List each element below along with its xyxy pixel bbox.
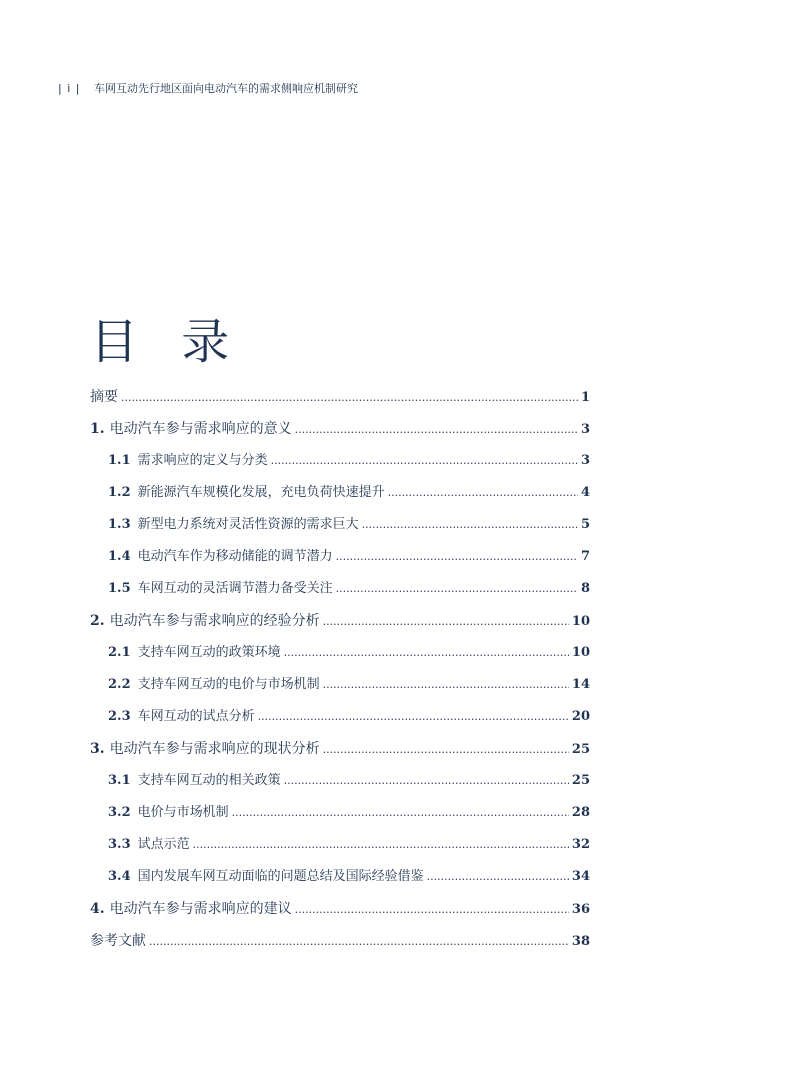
toc-leader-dots	[258, 701, 569, 733]
toc-entry[interactable]	[90, 669, 590, 701]
toc-entry[interactable]	[90, 733, 590, 765]
toc-entry-label: 支持车网互动的相关政策	[137, 773, 281, 788]
toc-entry[interactable]	[90, 477, 590, 509]
toc-entry-label: 电动汽车参与需求响应的意义	[109, 421, 292, 437]
toc-entry[interactable]	[90, 701, 590, 733]
toc-leader-dots	[336, 541, 578, 573]
toc-entry-page: 7	[580, 549, 590, 564]
toc-entry[interactable]	[90, 893, 590, 925]
toc-entry-page: 10	[571, 614, 590, 629]
toc-entry-label: 新型电力系统对灵活性资源的需求巨大	[137, 517, 359, 532]
toc-entry-page: 34	[571, 869, 590, 884]
toc-entry-number: 2.1	[108, 645, 131, 660]
toc-entry[interactable]	[90, 445, 590, 477]
toc-entry[interactable]	[90, 573, 590, 605]
toc-leader-dots	[362, 509, 578, 541]
toc-entry-label: 需求响应的定义与分类	[137, 453, 268, 468]
toc-entry-number: 3.2	[108, 805, 131, 820]
toc-leader-dots	[284, 765, 569, 797]
toc-entry-page: 3	[580, 453, 590, 468]
toc-entry-page: 14	[571, 677, 590, 692]
toc-entry-number: 3.3	[108, 837, 131, 852]
toc-entry-page: 36	[571, 902, 590, 917]
toc-entry[interactable]	[90, 541, 590, 573]
toc-entry[interactable]	[90, 765, 590, 797]
toc-entry-number: 3.1	[108, 773, 131, 788]
toc-entry-label: 电动汽车参与需求响应的经验分析	[109, 613, 320, 629]
toc-entry-label: 支持车网互动的政策环境	[137, 645, 281, 660]
toc-entry-page: 4	[580, 485, 590, 500]
toc-entry-label: 支持车网互动的电价与市场机制	[137, 677, 320, 692]
toc-leader-dots	[388, 477, 578, 509]
toc-entry-number: 1.5	[108, 581, 131, 596]
toc-entry[interactable]	[90, 509, 590, 541]
toc-entry-page: 8	[580, 581, 590, 596]
toc-entry-page: 5	[580, 517, 590, 532]
toc-entry[interactable]	[90, 829, 590, 861]
toc-leader-dots	[149, 926, 569, 958]
toc-entry-number: 1.	[90, 421, 105, 437]
toc-entry-page: 32	[571, 837, 590, 852]
toc-entry[interactable]	[90, 413, 590, 445]
toc-entry-label: 电动汽车参与需求响应的现状分析	[109, 741, 320, 757]
toc-entry-label: 国内发展车网互动面临的问题总结及国际经验借鉴	[137, 869, 424, 884]
toc-leader-dots	[271, 445, 578, 477]
toc-entry-label: 电价与市场机制	[137, 805, 229, 820]
toc-entry[interactable]	[90, 925, 590, 957]
toc-entry-page: 3	[580, 422, 590, 437]
toc-entry-page: 38	[571, 934, 590, 949]
toc-entry-number: 1.3	[108, 517, 131, 532]
header-marks: | i |	[58, 81, 81, 95]
toc-entry-number: 2.3	[108, 709, 131, 724]
toc-entry-label: 新能源汽车规模化发展，充电负荷快速提升	[137, 485, 385, 500]
toc-entry-number: 4.	[90, 901, 105, 917]
toc-entry-page: 10	[571, 645, 590, 660]
toc-leader-dots	[193, 829, 569, 861]
toc-leader-dots	[232, 797, 569, 829]
toc-leader-dots	[284, 637, 569, 669]
toc-entry-label: 车网互动的灵活调节潜力备受关注	[137, 581, 333, 596]
table-of-contents	[90, 381, 590, 957]
toc-entry-number: 1.4	[108, 549, 131, 564]
toc-entry-number: 2.2	[108, 677, 131, 692]
running-header	[58, 80, 358, 96]
toc-entry-label: 车网互动的试点分析	[137, 709, 255, 724]
toc-entry-number: 1.1	[108, 453, 131, 468]
toc-entry-page: 25	[571, 742, 590, 757]
toc-leader-dots	[295, 414, 578, 446]
toc-entry[interactable]	[90, 637, 590, 669]
toc-entry[interactable]	[90, 861, 590, 893]
toc-entry[interactable]	[90, 797, 590, 829]
toc-entry-page: 1	[580, 390, 590, 405]
toc-title: 目 录	[90, 314, 244, 371]
toc-entry-label: 参考文献	[90, 933, 146, 949]
toc-entry-number: 3.4	[108, 869, 131, 884]
toc-entry-number: 1.2	[108, 485, 131, 500]
toc-entry[interactable]	[90, 381, 590, 413]
toc-leader-dots	[323, 669, 569, 701]
toc-entry[interactable]	[90, 605, 590, 637]
toc-entry-label: 摘要	[90, 389, 118, 405]
toc-leader-dots	[427, 861, 569, 893]
toc-leader-dots	[121, 382, 578, 414]
toc-leader-dots	[323, 606, 569, 638]
toc-entry-number: 2.	[90, 613, 105, 629]
toc-entry-label: 电动汽车作为移动储能的调节潜力	[137, 549, 333, 564]
toc-leader-dots	[336, 573, 578, 605]
toc-leader-dots	[323, 734, 569, 766]
header-title: 车网互动先行地区面向电动汽车的需求侧响应机制研究	[94, 82, 358, 95]
toc-entry-label: 电动汽车参与需求响应的建议	[109, 901, 292, 917]
toc-entry-page: 25	[571, 773, 590, 788]
toc-leader-dots	[295, 894, 569, 926]
toc-entry-label: 试点示范	[137, 837, 190, 852]
toc-entry-number: 3.	[90, 741, 105, 757]
toc-entry-page: 28	[571, 805, 590, 820]
toc-entry-page: 20	[571, 709, 590, 724]
